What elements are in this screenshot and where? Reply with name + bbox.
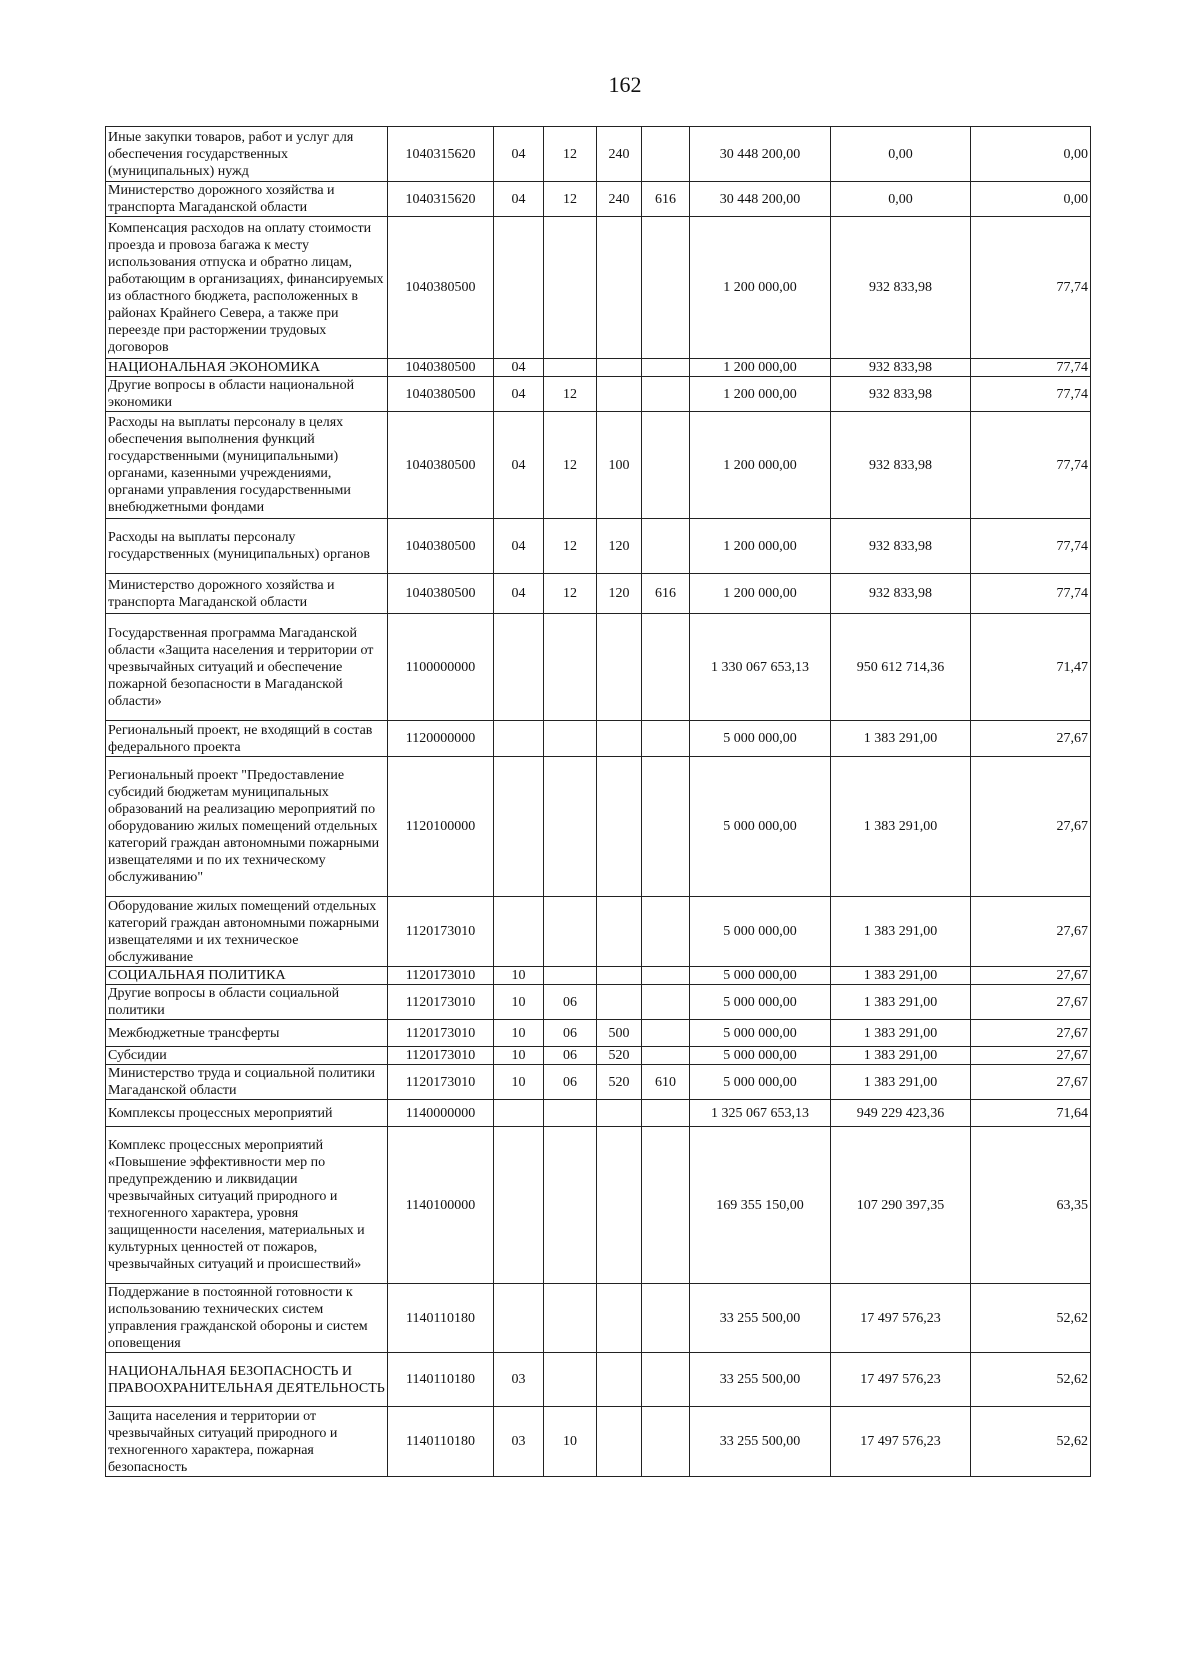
row-target-code: 1120100000	[388, 757, 494, 897]
row-actual-amount: 949 229 423,36	[831, 1100, 971, 1127]
row-administrator	[642, 1020, 690, 1047]
row-administrator	[642, 897, 690, 967]
row-section: 10	[494, 985, 544, 1020]
row-subsection: 12	[544, 574, 597, 614]
row-administrator	[642, 1047, 690, 1065]
row-expense-type	[597, 1100, 642, 1127]
row-target-code: 1120173010	[388, 1047, 494, 1065]
row-administrator: 616	[642, 182, 690, 217]
row-plan-amount: 1 200 000,00	[690, 217, 831, 359]
row-expense-type	[597, 217, 642, 359]
table-row	[106, 1100, 1091, 1127]
budget-table	[105, 126, 1091, 1477]
row-section	[494, 721, 544, 757]
row-percent: 0,00	[971, 127, 1091, 182]
row-section	[494, 217, 544, 359]
row-actual-amount: 932 833,98	[831, 574, 971, 614]
row-percent: 77,74	[971, 574, 1091, 614]
row-subsection	[544, 217, 597, 359]
row-section	[494, 757, 544, 897]
row-plan-amount: 5 000 000,00	[690, 757, 831, 897]
row-plan-amount: 5 000 000,00	[690, 1047, 831, 1065]
row-section	[494, 897, 544, 967]
row-target-code: 1100000000	[388, 614, 494, 721]
row-section	[494, 1127, 544, 1284]
row-target-code: 1140100000	[388, 1127, 494, 1284]
row-plan-amount: 33 255 500,00	[690, 1353, 831, 1407]
row-actual-amount: 932 833,98	[831, 519, 971, 574]
table-row	[106, 1065, 1091, 1100]
table-row	[106, 1353, 1091, 1407]
row-name: Другие вопросы в области национальной экономики	[106, 377, 388, 412]
row-section: 03	[494, 1353, 544, 1407]
row-section: 04	[494, 182, 544, 217]
row-expense-type: 120	[597, 519, 642, 574]
row-target-code: 1140110180	[388, 1407, 494, 1477]
row-expense-type	[597, 967, 642, 985]
row-administrator	[642, 377, 690, 412]
row-name: Министерство дорожного хозяйства и транспорта Магаданской области	[106, 182, 388, 217]
row-expense-type: 520	[597, 1047, 642, 1065]
row-percent: 77,74	[971, 217, 1091, 359]
row-actual-amount: 1 383 291,00	[831, 757, 971, 897]
row-name: СОЦИАЛЬНАЯ ПОЛИТИКА	[106, 967, 388, 985]
table-row	[106, 1407, 1091, 1477]
row-target-code: 1140110180	[388, 1353, 494, 1407]
row-percent: 27,67	[971, 1020, 1091, 1047]
row-name: Межбюджетные трансферты	[106, 1020, 388, 1047]
row-section	[494, 614, 544, 721]
table-row	[106, 1047, 1091, 1065]
table-row	[106, 377, 1091, 412]
row-actual-amount: 107 290 397,35	[831, 1127, 971, 1284]
row-percent: 27,67	[971, 1047, 1091, 1065]
table-row	[106, 1284, 1091, 1353]
row-section: 04	[494, 377, 544, 412]
row-actual-amount: 1 383 291,00	[831, 1047, 971, 1065]
row-name: Поддержание в постоянной готовности к использованию технических систем управления гражданской обороны и систем оповещения	[106, 1284, 388, 1353]
row-name: Министерство дорожного хозяйства и транспорта Магаданской области	[106, 574, 388, 614]
table-row	[106, 614, 1091, 721]
row-expense-type	[597, 1127, 642, 1284]
table-row	[106, 985, 1091, 1020]
row-administrator	[642, 412, 690, 519]
table-row	[106, 182, 1091, 217]
row-section: 04	[494, 127, 544, 182]
row-target-code: 1120173010	[388, 897, 494, 967]
page-number: 162	[608, 72, 642, 97]
table-row	[106, 412, 1091, 519]
row-actual-amount: 1 383 291,00	[831, 1020, 971, 1047]
row-name: Защита населения и территории от чрезвычайных ситуаций природного и техногенного характера, пожарная безопасность	[106, 1407, 388, 1477]
row-percent: 27,67	[971, 1065, 1091, 1100]
row-subsection	[544, 614, 597, 721]
row-target-code: 1120173010	[388, 967, 494, 985]
row-expense-type	[597, 614, 642, 721]
budget-table-body	[106, 127, 1091, 1477]
row-plan-amount: 5 000 000,00	[690, 1020, 831, 1047]
row-name: Региональный проект, не входящий в состав федерального проекта	[106, 721, 388, 757]
row-percent: 77,74	[971, 412, 1091, 519]
row-administrator	[642, 217, 690, 359]
row-name: Расходы на выплаты персоналу в целях обеспечения выполнения функций государственными (муниципальными) органами, казенными учреждениями, органами управления государственными внебюджетными фондами	[106, 412, 388, 519]
table-row	[106, 519, 1091, 574]
row-percent: 52,62	[971, 1353, 1091, 1407]
row-section	[494, 1100, 544, 1127]
row-actual-amount: 932 833,98	[831, 412, 971, 519]
row-target-code: 1120173010	[388, 1065, 494, 1100]
row-section: 10	[494, 967, 544, 985]
row-percent: 71,64	[971, 1100, 1091, 1127]
row-subsection	[544, 359, 597, 377]
row-actual-amount: 1 383 291,00	[831, 721, 971, 757]
row-plan-amount: 5 000 000,00	[690, 967, 831, 985]
row-name: Министерство труда и социальной политики Магаданской области	[106, 1065, 388, 1100]
row-administrator: 616	[642, 574, 690, 614]
row-plan-amount: 1 200 000,00	[690, 377, 831, 412]
row-section: 10	[494, 1020, 544, 1047]
row-subsection: 12	[544, 127, 597, 182]
row-target-code: 1040380500	[388, 359, 494, 377]
row-percent: 27,67	[971, 721, 1091, 757]
row-expense-type	[597, 721, 642, 757]
row-administrator	[642, 721, 690, 757]
row-plan-amount: 5 000 000,00	[690, 721, 831, 757]
row-section: 04	[494, 519, 544, 574]
row-actual-amount: 17 497 576,23	[831, 1284, 971, 1353]
row-administrator	[642, 985, 690, 1020]
row-actual-amount: 0,00	[831, 127, 971, 182]
table-row	[106, 967, 1091, 985]
row-expense-type: 240	[597, 182, 642, 217]
row-actual-amount: 1 383 291,00	[831, 1065, 971, 1100]
table-row	[106, 1020, 1091, 1047]
row-target-code: 1120173010	[388, 1020, 494, 1047]
row-target-code: 1040380500	[388, 574, 494, 614]
row-expense-type	[597, 897, 642, 967]
table-row	[106, 574, 1091, 614]
row-actual-amount: 932 833,98	[831, 217, 971, 359]
row-administrator	[642, 1284, 690, 1353]
row-percent: 63,35	[971, 1127, 1091, 1284]
row-administrator	[642, 127, 690, 182]
row-target-code: 1040380500	[388, 412, 494, 519]
row-expense-type	[597, 359, 642, 377]
row-expense-type	[597, 377, 642, 412]
row-expense-type: 240	[597, 127, 642, 182]
row-section	[494, 1284, 544, 1353]
row-actual-amount: 1 383 291,00	[831, 985, 971, 1020]
row-name: Другие вопросы в области социальной политики	[106, 985, 388, 1020]
row-subsection: 06	[544, 985, 597, 1020]
row-target-code: 1040315620	[388, 182, 494, 217]
row-percent: 77,74	[971, 359, 1091, 377]
row-administrator: 610	[642, 1065, 690, 1100]
row-percent: 71,47	[971, 614, 1091, 721]
row-percent: 77,74	[971, 377, 1091, 412]
row-percent: 27,67	[971, 757, 1091, 897]
row-subsection: 12	[544, 412, 597, 519]
row-plan-amount: 1 200 000,00	[690, 359, 831, 377]
row-plan-amount: 1 200 000,00	[690, 412, 831, 519]
row-percent: 27,67	[971, 967, 1091, 985]
row-section: 04	[494, 359, 544, 377]
row-administrator	[642, 1100, 690, 1127]
row-subsection	[544, 1353, 597, 1407]
row-percent: 27,67	[971, 985, 1091, 1020]
row-name: Иные закупки товаров, работ и услуг для обеспечения государственных (муниципальных) нужд	[106, 127, 388, 182]
row-target-code: 1140110180	[388, 1284, 494, 1353]
row-actual-amount: 950 612 714,36	[831, 614, 971, 721]
row-target-code: 1120173010	[388, 985, 494, 1020]
row-percent: 27,67	[971, 897, 1091, 967]
row-percent: 52,62	[971, 1407, 1091, 1477]
row-percent: 52,62	[971, 1284, 1091, 1353]
row-section: 04	[494, 412, 544, 519]
table-row	[106, 721, 1091, 757]
row-percent: 77,74	[971, 519, 1091, 574]
row-name: Оборудование жилых помещений отдельных категорий граждан автономными пожарными извещателями и их техническое обслуживание	[106, 897, 388, 967]
row-expense-type: 520	[597, 1065, 642, 1100]
row-name: НАЦИОНАЛЬНАЯ ЭКОНОМИКА	[106, 359, 388, 377]
row-target-code: 1040315620	[388, 127, 494, 182]
row-administrator	[642, 967, 690, 985]
table-row	[106, 217, 1091, 359]
row-plan-amount: 30 448 200,00	[690, 127, 831, 182]
row-administrator	[642, 1407, 690, 1477]
row-name: Комплекс процессных мероприятий «Повышение эффективности мер по предупреждению и ликвидации чрезвычайных ситуаций природного и техногенного характера, уровня защищенности населения, материальных и культурных ценностей от пожаров, чрезвычайных ситуаций и происшествий»	[106, 1127, 388, 1284]
row-expense-type	[597, 1407, 642, 1477]
table-row	[106, 1127, 1091, 1284]
row-actual-amount: 17 497 576,23	[831, 1407, 971, 1477]
row-expense-type	[597, 1284, 642, 1353]
row-target-code: 1040380500	[388, 217, 494, 359]
row-plan-amount: 5 000 000,00	[690, 985, 831, 1020]
row-plan-amount: 33 255 500,00	[690, 1284, 831, 1353]
row-name: Компенсация расходов на оплату стоимости проезда и провоза багажа к месту использования отпуска и обратно лицам, работающим в организациях, финансируемых из областного бюджета, расположенных в районах Крайнего Севера, а также при переезде при расторжении трудовых договоров	[106, 217, 388, 359]
row-target-code: 1120000000	[388, 721, 494, 757]
row-actual-amount: 17 497 576,23	[831, 1353, 971, 1407]
row-section: 03	[494, 1407, 544, 1477]
row-target-code: 1040380500	[388, 377, 494, 412]
row-administrator	[642, 1127, 690, 1284]
row-administrator	[642, 519, 690, 574]
row-section: 04	[494, 574, 544, 614]
row-section: 10	[494, 1065, 544, 1100]
row-percent: 0,00	[971, 182, 1091, 217]
row-administrator	[642, 359, 690, 377]
row-plan-amount: 1 330 067 653,13	[690, 614, 831, 721]
table-row	[106, 127, 1091, 182]
row-plan-amount: 5 000 000,00	[690, 897, 831, 967]
row-subsection	[544, 967, 597, 985]
row-subsection	[544, 1127, 597, 1284]
table-row	[106, 897, 1091, 967]
row-target-code: 1040380500	[388, 519, 494, 574]
row-name: Расходы на выплаты персоналу государственных (муниципальных) органов	[106, 519, 388, 574]
row-expense-type: 500	[597, 1020, 642, 1047]
row-actual-amount: 0,00	[831, 182, 971, 217]
row-expense-type: 100	[597, 412, 642, 519]
row-plan-amount: 1 200 000,00	[690, 574, 831, 614]
row-expense-type	[597, 985, 642, 1020]
table-row	[106, 757, 1091, 897]
table-row	[106, 359, 1091, 377]
row-subsection	[544, 1284, 597, 1353]
row-expense-type: 120	[597, 574, 642, 614]
row-plan-amount: 33 255 500,00	[690, 1407, 831, 1477]
row-actual-amount: 932 833,98	[831, 377, 971, 412]
row-subsection: 06	[544, 1020, 597, 1047]
row-name: Региональный проект "Предоставление субсидий бюджетам муниципальных образований на реализацию мероприятий по оборудованию жилых помещений отдельных категорий граждан автономными пожарными извещателями и по их техническому обслуживанию"	[106, 757, 388, 897]
row-subsection: 06	[544, 1065, 597, 1100]
row-administrator	[642, 1353, 690, 1407]
row-plan-amount: 1 200 000,00	[690, 519, 831, 574]
row-subsection	[544, 1100, 597, 1127]
row-name: Государственная программа Магаданской области «Защита населения и территории от чрезвычайных ситуаций и обеспечение пожарной безопасности в Магаданской области»	[106, 614, 388, 721]
row-subsection: 12	[544, 519, 597, 574]
row-subsection	[544, 721, 597, 757]
row-target-code: 1140000000	[388, 1100, 494, 1127]
row-actual-amount: 1 383 291,00	[831, 897, 971, 967]
row-subsection: 06	[544, 1047, 597, 1065]
row-plan-amount: 30 448 200,00	[690, 182, 831, 217]
row-actual-amount: 932 833,98	[831, 359, 971, 377]
row-subsection	[544, 757, 597, 897]
row-expense-type	[597, 1353, 642, 1407]
row-plan-amount: 169 355 150,00	[690, 1127, 831, 1284]
row-administrator	[642, 614, 690, 721]
row-expense-type	[597, 757, 642, 897]
row-actual-amount: 1 383 291,00	[831, 967, 971, 985]
row-name: НАЦИОНАЛЬНАЯ БЕЗОПАСНОСТЬ И ПРАВООХРАНИТЕЛЬНАЯ ДЕЯТЕЛЬНОСТЬ	[106, 1353, 388, 1407]
row-name: Комплексы процессных мероприятий	[106, 1100, 388, 1127]
row-section: 10	[494, 1047, 544, 1065]
row-subsection: 12	[544, 377, 597, 412]
row-plan-amount: 1 325 067 653,13	[690, 1100, 831, 1127]
row-administrator	[642, 757, 690, 897]
row-subsection: 10	[544, 1407, 597, 1477]
row-subsection: 12	[544, 182, 597, 217]
row-name: Субсидии	[106, 1047, 388, 1065]
row-subsection	[544, 897, 597, 967]
row-plan-amount: 5 000 000,00	[690, 1065, 831, 1100]
